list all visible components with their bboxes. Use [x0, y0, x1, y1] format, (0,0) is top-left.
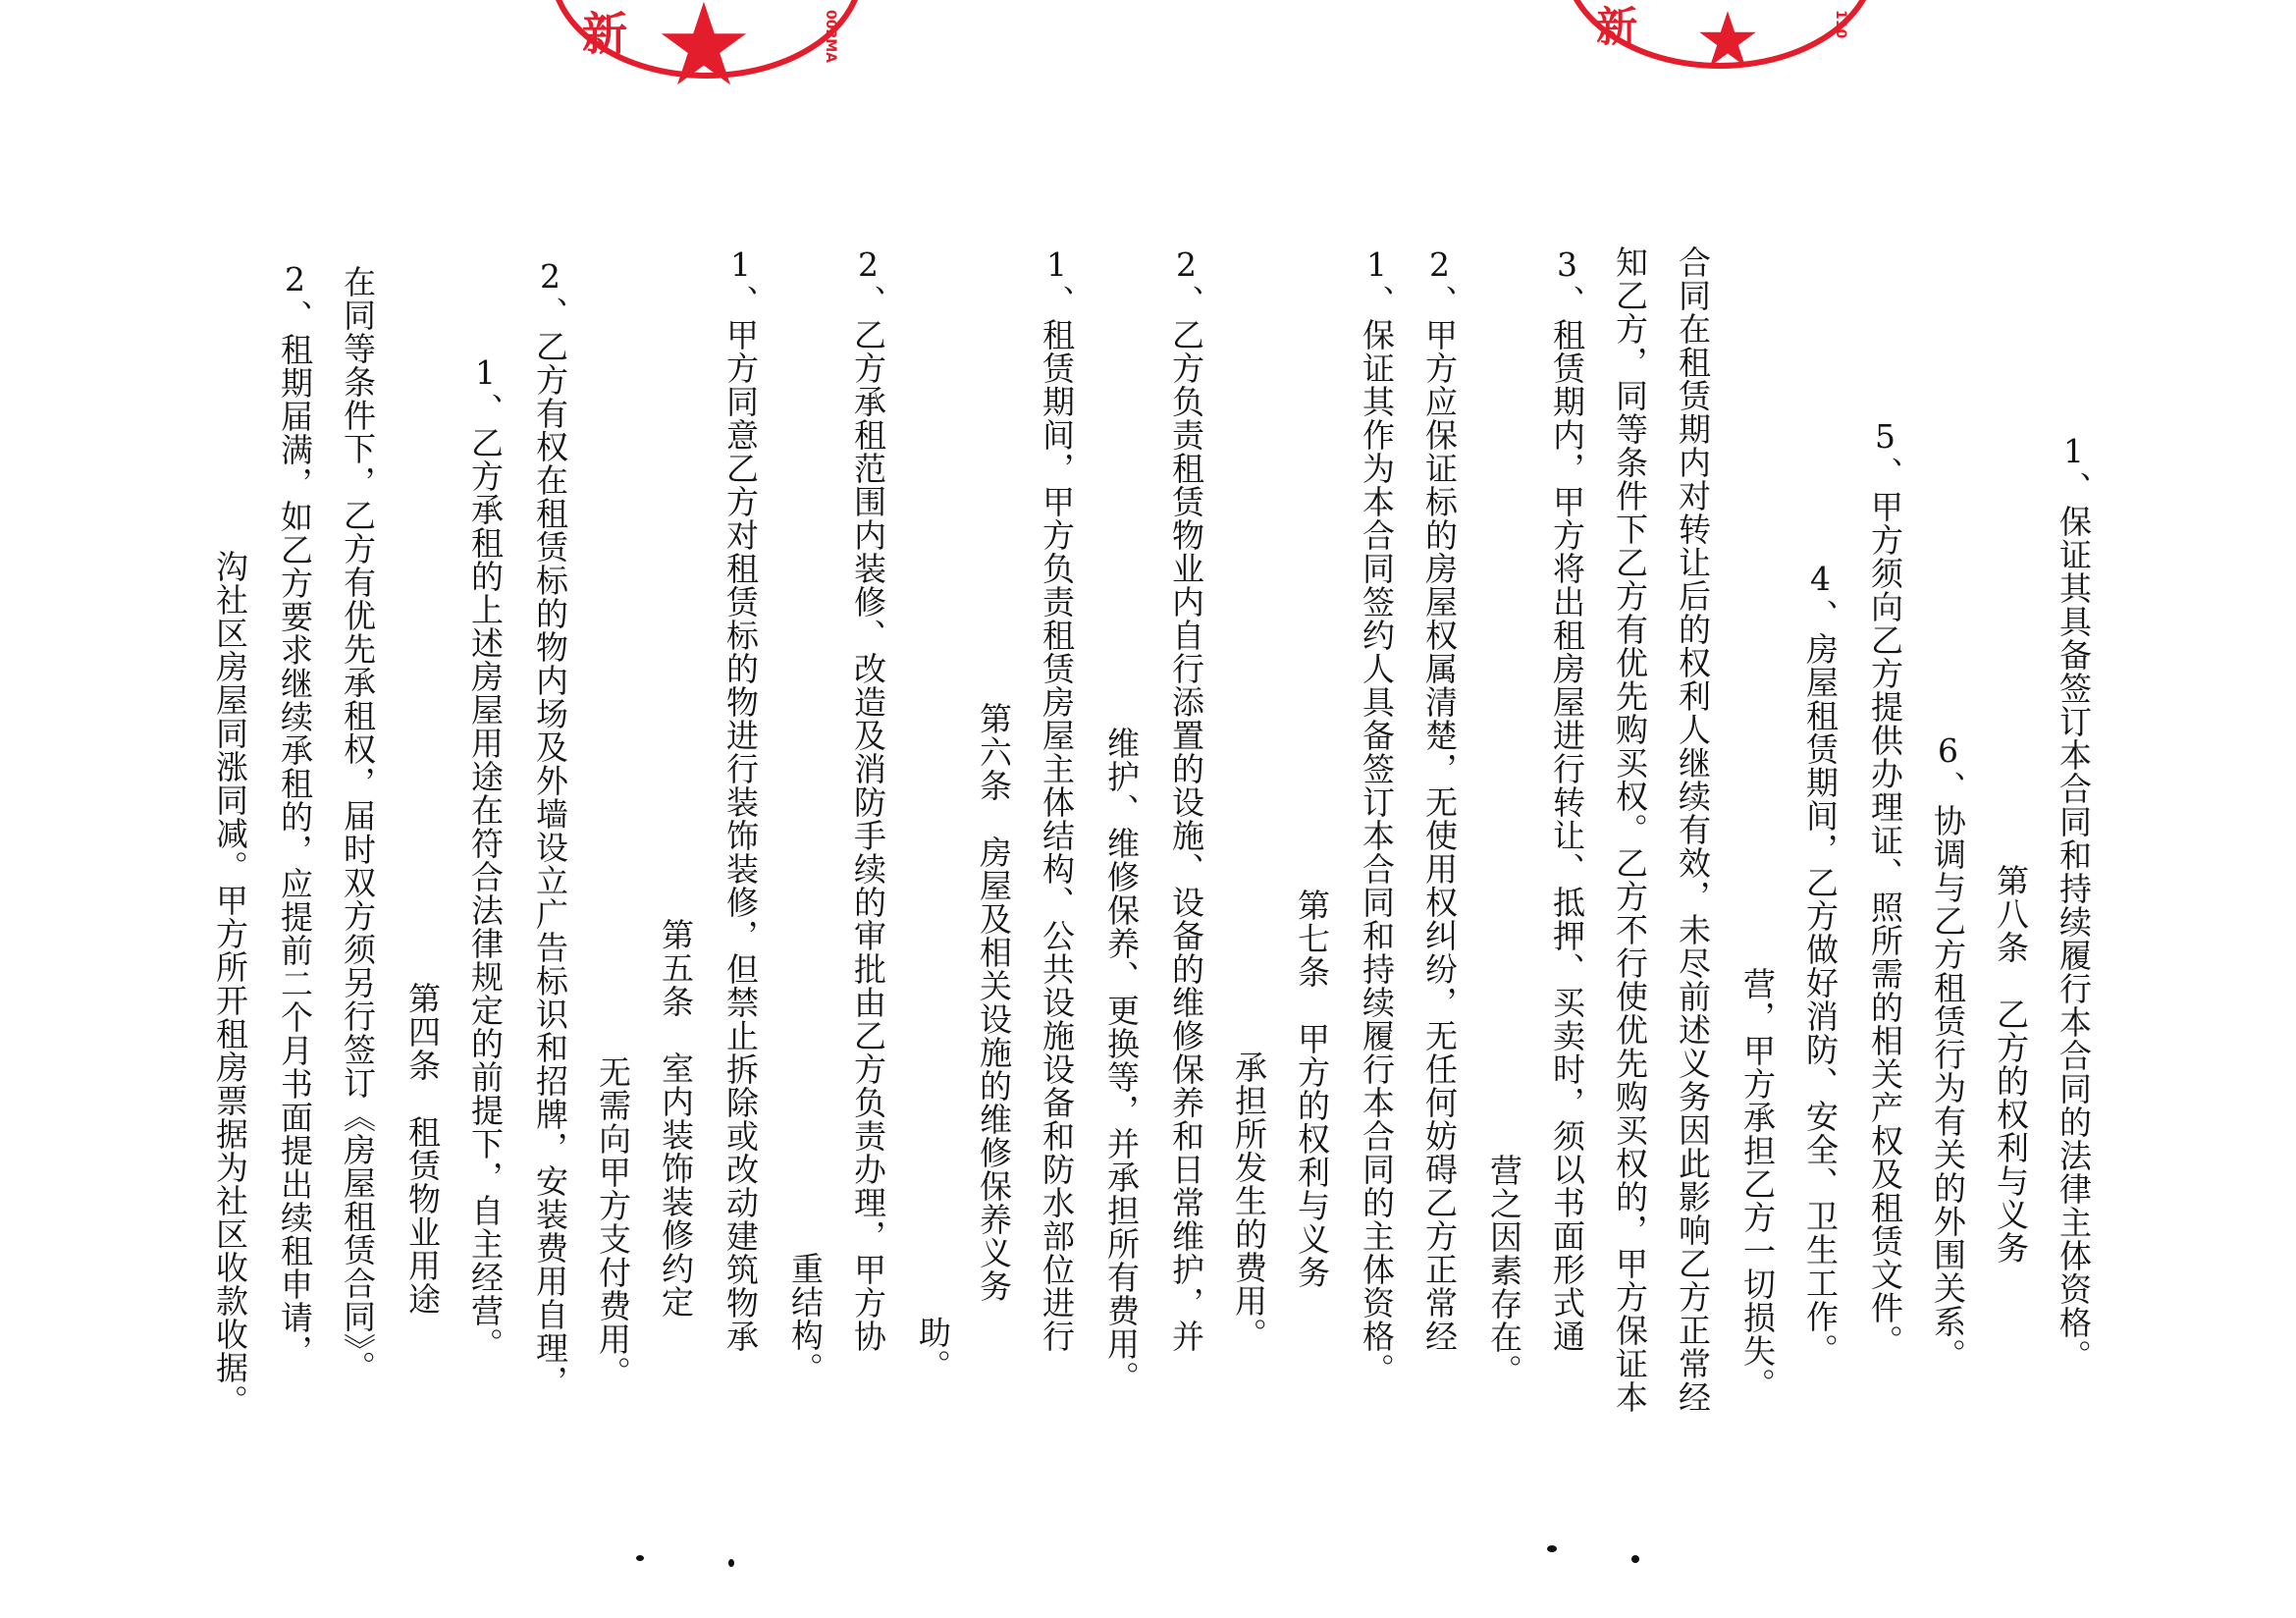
- seal-code: 002MA: [823, 10, 838, 63]
- scan-speck: [1631, 1555, 1639, 1563]
- text-line: 知乙方，同等条件下乙方有优先购买权。乙方不行使优先购买权的，甲方保证本: [1611, 245, 1649, 1414]
- text-line: 2、乙方承租范围内装修、改造及消防手续的审批由乙方负责办理，甲方协: [849, 245, 887, 1353]
- text-line: 沟社区房屋同涨同减。甲方所开租房票据为社区收款收据。: [211, 550, 249, 1418]
- scan-speck: [636, 1555, 644, 1561]
- section-heading: 第五条 室内装饰装修约定: [657, 918, 695, 1319]
- text-line: 6、协调与乙方租赁行为有关的外围关系。: [1929, 731, 1967, 1372]
- text-line: 营之因素存在。: [1485, 1154, 1523, 1387]
- text-line: 4、房屋租赁期间，乙方做好消防、安全、卫生工作。: [1801, 560, 1840, 1367]
- scan-speck: [728, 1559, 734, 1567]
- text-line: 合同在租赁期内对转让后的权利人继续有效，未尽前述义务因此影响乙方正常经: [1674, 245, 1712, 1414]
- text-line: 在同等条件下，乙方有优先承租权，届时双方须另行签订《房屋租赁合同》。: [339, 265, 377, 1384]
- section-heading: 第八条 乙方的权利与义务: [1992, 864, 2030, 1265]
- text-line: 1、租赁期间，甲方负责租赁房屋主体结构、公共设施设备和防水部位进行: [1038, 245, 1076, 1353]
- seal-stamp-right: [1563, 0, 1877, 69]
- seal-code: 110: [1833, 10, 1848, 39]
- text-line: 无需向甲方支付费用。: [594, 1055, 632, 1389]
- text-line: 5、甲方须向乙方提供办理证、照所需的相关产权及租赁文件。: [1866, 417, 1904, 1358]
- text-line: 2、乙方负责租赁物业内自行添置的设施、设备的维修保养和日常维护，并: [1167, 245, 1205, 1353]
- text-line: 1、乙方承租的上述房屋用途在符合法律规定的前提下，自主经营。: [466, 353, 505, 1361]
- text-line: 2、乙方有权在租赁标的物内场及外墙设立广告标识和招牌，安装费用自理，: [531, 257, 569, 1398]
- seal-stamp-left: [550, 0, 864, 79]
- star-icon: [660, 0, 748, 88]
- text-line: 维护、维修保养、更换等，并承担所有费用。: [1102, 727, 1141, 1394]
- text-line: 1、甲方同意乙方对租赁标的物进行装饰装修，但禁止拆除或改动建筑物承: [721, 245, 760, 1353]
- seal-text: 新: [1590, 5, 1638, 46]
- scan-speck: [1547, 1545, 1557, 1552]
- text-line: 3、租赁期内，甲方将出租房屋进行转让、抵押、买卖时，须以书面形式通: [1548, 245, 1586, 1353]
- section-heading: 第六条 房屋及相关设施的维修保养义务: [975, 702, 1013, 1303]
- text-line: 2、甲方应保证标的房屋权属清楚，无使用权纠纷，无任何妨碍乙方正常经: [1420, 245, 1459, 1353]
- text-line: 重结构。: [786, 1252, 825, 1385]
- text-line: 1、保证其作为本合同签约人具备签订本合同和持续履行本合同的主体资格。: [1358, 245, 1396, 1386]
- star-icon: [1688, 10, 1767, 69]
- section-heading: 第四条 租赁物业用途: [403, 982, 442, 1316]
- text-line: 承担所发生的费用。: [1230, 1051, 1268, 1351]
- section-heading: 第七条 甲方的权利与义务: [1293, 889, 1331, 1289]
- text-line: 助。: [914, 1316, 952, 1382]
- seal-text: 新: [575, 10, 628, 55]
- text-line: 营，甲方承担乙方一切损失。: [1738, 967, 1777, 1401]
- text-line: 2、租期届满，如乙方要求继续承租的，应提前二个月书面提出续租申请，: [276, 260, 314, 1368]
- text-line: 1、保证其具备签订本合同和持续履行本合同的法律主体资格。: [2055, 432, 2093, 1373]
